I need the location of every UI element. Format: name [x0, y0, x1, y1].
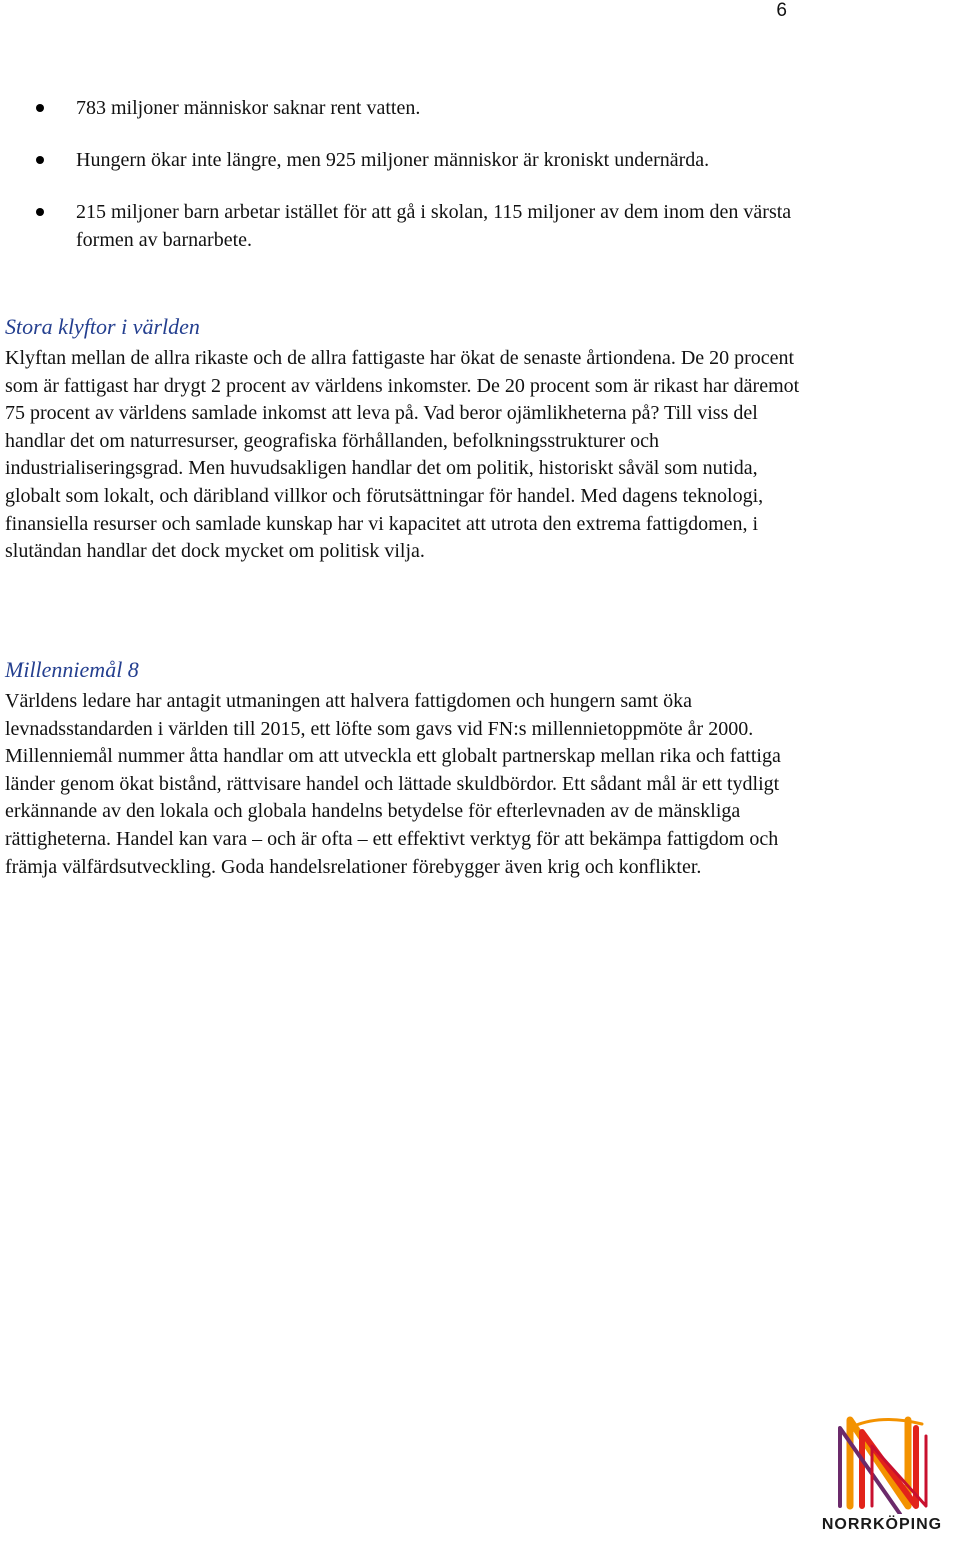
- norrkoping-logo-icon: [812, 1410, 952, 1514]
- list-item: [0, 146, 796, 174]
- list-item: [0, 94, 796, 122]
- section-heading: Stora klyftor i världen: [5, 314, 200, 339]
- list-item: [0, 198, 796, 254]
- bullet-list: [0, 94, 960, 278]
- bullet-icon: [36, 156, 44, 164]
- section-heading: Millenniemål 8: [5, 657, 139, 682]
- section-stora-klyftor: [5, 313, 805, 566]
- logo-text: NORRKÖPING: [821, 1516, 943, 1533]
- bullet-text: 215 miljoner barn arbetar istället för att gå i skolan, 115 miljoner av dem inom den värsta formen av barnarbete.: [76, 201, 792, 251]
- section-body: Världens ledare har antagit utmaningen att halvera fattigdomen och hungern samt öka levnadsstandarden i världen till 2015, ett löfte som gavs vid FN:s millennietoppmöte år 2000. Millenniemål nummer åtta handlar om att utveckla ett globalt partnerskap mellan rika och fattiga länder genom ökat bistånd, rättvisare handel och lättade skuldbördor. Ett sådant mål är ett tydligt erkännande av den lokala och globala handelns betydelse för efterlevnaden av de mänskliga rättigheterna. Handel kan vara – och är ofta – ett effektivt verktyg för att bekämpa fattigdom och främja välfärdsutveckling. Goda handelsrelationer förebygger även krig och konflikter.: [5, 690, 781, 878]
- bullet-text: 783 miljoner människor saknar rent vatten.: [76, 97, 421, 119]
- norrkoping-logo: [812, 1410, 952, 1540]
- page-number: 6: [776, 0, 787, 21]
- bullet-icon: [36, 104, 44, 112]
- section-millenniemal: [5, 656, 805, 881]
- bullet-icon: [36, 208, 44, 216]
- bullet-text: Hungern ökar inte längre, men 925 miljoner människor är kroniskt undernärda.: [76, 149, 710, 171]
- section-body: Klyftan mellan de allra rikaste och de allra fattigaste har ökat de senaste årtiondena. De 20 procent som är fattigast har drygt 2 procent av världens inkomster. De 20 procent som är rikast har däremot 75 procent av världens samlade inkomst att leva på. Vad beror ojämlikheterna på? Till viss del handlar det om naturresurser, geografiska förhållanden, befolkningsstrukturer och industrialiseringsgrad. Men huvudsakligen handlar det om politik, historiskt såväl som nutida, globalt som lokalt, och däribland villkor och förutsättningar för handel. Med dagens teknologi, finansiella resurser och samlade kunskap har vi kapacitet att utrota den extrema fattigdomen, i slutändan handlar det dock mycket om politisk vilja.: [5, 347, 800, 563]
